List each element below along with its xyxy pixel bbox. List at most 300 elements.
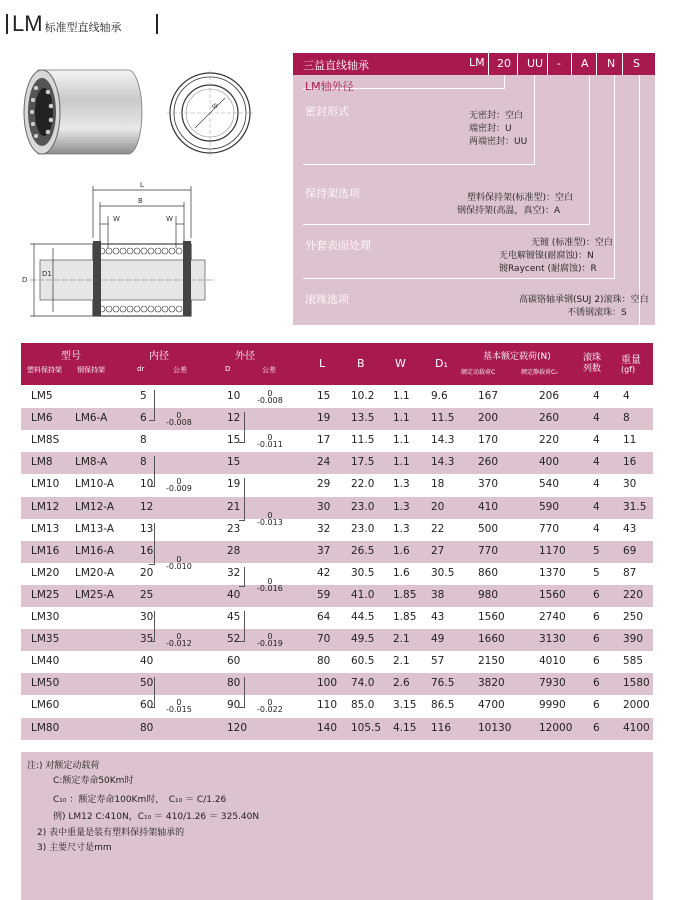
cell-b: 11.5 [351,434,375,447]
label-D1: D1 [42,270,52,278]
hdr-sep [571,53,572,75]
spec-table-header [21,343,653,385]
th-balls: 滚珠列数 [583,353,602,374]
th-load-c: 额定动载荷C [461,369,496,376]
cell-c0: 1370 [539,566,566,579]
table-row [21,474,653,496]
cell-n: 4 [593,522,600,535]
cell-d1: 30.5 [431,566,455,579]
cell-w: 1.3 [393,500,410,513]
cell-dr: 80 [140,721,154,734]
cell-d: 10 [227,390,241,402]
cell-n: 5 [593,544,600,557]
ball-opt-2: 不锈钢滚珠：S [567,308,627,318]
cell-wt: 4 [623,390,630,402]
th-od: 外径 [235,351,255,362]
tolerance-value [166,699,192,713]
cell-d: 32 [227,566,241,579]
cell-l: 29 [317,478,331,491]
table-row [21,408,653,430]
cell-b: 23.0 [351,522,375,535]
cell-c0: 3130 [539,633,566,646]
cell-c0: 1170 [539,544,566,557]
cell-dr: 40 [140,655,154,668]
code-part-cage: A [581,57,589,70]
section-ball-title: 滚珠选项 [305,293,349,306]
cell-m: LM8S [31,434,60,447]
section-od-title: LM轴外径 [305,80,354,93]
seal-opt-3: 两端密封：UU [469,137,528,147]
cell-dr: 12 [140,500,154,513]
cell-l: 64 [317,611,331,623]
table-row [21,563,653,585]
cell-w: 1.6 [393,566,410,579]
ball-opt-1: 高碳铬轴承钢(SUJ 2)滚珠：空白 [519,295,649,305]
cell-c: 3820 [478,677,505,690]
th-od-tol: 公差 [262,366,276,374]
cell-wt: 250 [623,611,644,623]
cell-c0: 220 [539,434,560,447]
cell-l: 32 [317,522,331,535]
cell-n: 4 [593,456,600,469]
label-W-right: W [166,215,173,223]
cell-n: 4 [593,390,600,402]
cell-b: 105.5 [351,721,382,734]
cell-c0: 7930 [539,677,566,690]
table-row [21,629,653,651]
cell-c0: 260 [539,412,560,425]
hdr-sep [517,53,518,75]
tolerance-upper: 0 [176,411,182,421]
tolerance-bracket [149,523,155,565]
cell-m: LM25 [31,588,60,601]
notes-panel [21,752,653,900]
section-surface-title: 外套表面处理 [305,239,371,252]
tolerance-upper: 0 [267,510,273,520]
cell-dr: 60 [140,699,154,712]
cell-a: LM25-A [75,588,115,601]
cell-m: LM10 [31,478,60,491]
cell-b: 13.5 [351,412,375,425]
th-W: W [395,357,406,370]
cell-d1: 11.5 [431,412,455,425]
tolerance-lower: -0.015 [166,705,192,715]
cell-l: 30 [317,500,331,513]
tolerance-bracket [239,567,245,587]
cage-opt-1: 塑料保持架(标准型)：空白 [467,193,574,203]
cell-n: 6 [593,588,600,601]
cell-c0: 4010 [539,655,566,668]
bearing-section-drawing [20,178,220,328]
cell-d: 15 [227,456,241,469]
tolerance-value [257,390,283,404]
dr-label: dr [212,103,219,110]
cell-b: 30.5 [351,566,375,579]
table-row [21,541,653,563]
cell-c: 260 [478,456,499,469]
cell-m: LM50 [31,677,60,690]
cell-d1: 27 [431,544,445,557]
cell-d: 28 [227,544,241,557]
cell-wt: 8 [623,412,630,425]
tolerance-value [257,434,283,448]
cell-w: 1.1 [393,412,410,425]
cell-b: 23.0 [351,500,375,513]
tolerance-value [166,478,192,492]
cell-d: 52 [227,633,241,646]
cell-m: LM40 [31,655,60,668]
table-row [21,695,653,717]
cell-l: 19 [317,412,331,425]
part-code-header [293,53,655,75]
title-main: LM [12,11,43,36]
tolerance-upper: 0 [267,632,273,642]
th-weight-unit: (gf) [621,365,636,374]
cell-b: 17.5 [351,456,375,469]
tolerance-value [166,412,192,426]
tolerance-upper: 0 [176,554,182,564]
note-6: 3) 主要尺寸是mm [37,843,112,853]
cell-a: LM6-A [75,412,108,425]
cell-dr: 10 [140,478,154,491]
tolerance-upper: 0 [267,576,273,586]
tolerance-value [166,633,192,647]
cell-d: 90 [227,699,241,712]
cell-wt: 69 [623,544,637,557]
cell-wt: 390 [623,633,644,646]
th-load-c0: 额定静载荷C₀ [521,369,558,376]
title-sub: 标准型直线轴承 [44,22,122,34]
tolerance-lower: -0.011 [257,440,283,450]
th-id-tol: 公差 [173,366,187,374]
surface-opt-2: 无电解镀镍(耐腐蚀)：N [499,251,594,261]
th-D1: D₁ [435,357,448,370]
tolerance-lower: -0.022 [257,705,283,715]
th-B: B [357,357,365,370]
tolerance-value [257,699,283,713]
cell-dr: 8 [140,456,147,469]
cell-w: 1.85 [393,588,417,601]
cell-n: 6 [593,633,600,646]
cell-c0: 770 [539,522,560,535]
surface-opt-1: 无镀 (标准型)：空白 [531,238,613,248]
cell-c: 980 [478,588,499,601]
cell-c0: 206 [539,390,560,402]
tolerance-upper: 0 [267,698,273,708]
cell-d: 15 [227,434,241,447]
cell-dr: 8 [140,434,147,447]
th-L: L [319,357,326,370]
tolerance-upper: 0 [176,632,182,642]
cell-w: 4.15 [393,721,417,734]
tolerance-value [257,512,283,526]
cell-c: 860 [478,566,499,579]
tolerance-lower: -0.019 [257,639,283,649]
cell-m: LM30 [31,611,60,623]
th-load: 基本额定载荷(N) [483,352,551,362]
cell-n: 5 [593,566,600,579]
th-id: 内径 [149,351,169,362]
cell-n: 4 [593,412,600,425]
cell-d1: 116 [431,721,452,734]
table-row [21,497,653,519]
cell-m: LM16 [31,544,60,557]
cell-a: LM20-A [75,566,115,579]
cell-n: 6 [593,721,600,734]
page-title [12,11,122,37]
cell-c0: 9990 [539,699,566,712]
tolerance-value [166,556,192,570]
cell-d: 60 [227,655,241,668]
cell-d1: 38 [431,588,445,601]
tolerance-lower: -0.008 [257,396,283,406]
hdr-sep [596,53,597,75]
code-part-seal: UU [527,57,544,70]
cell-wt: 220 [623,588,644,601]
tolerance-lower: -0.013 [257,517,283,527]
code-part-surface: N [607,57,616,70]
cell-b: 49.5 [351,633,375,646]
tolerance-bracket [149,677,155,708]
cell-c0: 12000 [539,721,573,734]
note-4: 例) LM12 C:410N，C₁₀ ＝ 410/1.26 ＝ 325.40N [53,812,260,822]
cell-w: 1.1 [393,434,410,447]
hdr-sep [622,53,623,75]
cell-a: LM8-A [75,456,108,469]
cell-w: 2.1 [393,655,410,668]
cell-w: 3.15 [393,699,417,712]
table-row [21,651,653,673]
cell-w: 1.3 [393,522,410,535]
tolerance-bracket [149,611,155,642]
tolerance-lower: -0.016 [257,583,283,593]
tolerance-bracket [239,611,245,642]
table-row [21,673,653,695]
title-bar-left [6,14,8,34]
tolerance-lower: -0.010 [166,561,192,571]
cell-b: 74.0 [351,677,375,690]
th-id-dr: dr [137,365,145,373]
seal-opt-1: 无密封：空白 [469,111,524,121]
tolerance-upper: 0 [267,389,273,399]
cell-d1: 43 [431,611,445,623]
cell-c0: 590 [539,500,560,513]
title-bar-right [156,14,158,34]
section-seal-title: 密封形式 [305,105,349,118]
cell-w: 1.3 [393,478,410,491]
table-row [21,718,653,740]
label-W-left: W [113,215,120,223]
cell-c: 410 [478,500,499,513]
cell-m: LM20 [31,566,60,579]
cell-l: 42 [317,566,331,579]
seal-opt-2: 端密封：U [469,124,512,134]
cell-l: 24 [317,456,331,469]
cell-m: LM8 [31,456,53,469]
cell-l: 17 [317,434,331,447]
tolerance-bracket [239,478,245,520]
tolerance-value [257,578,283,592]
cell-d1: 86.5 [431,699,455,712]
hdr-sep [488,53,489,75]
part-code-panel [293,53,655,325]
cell-a: LM10-A [75,478,115,491]
cell-w: 1.85 [393,611,417,623]
section-cage-title: 保持架选项 [305,187,360,200]
cell-dr: 20 [140,566,154,579]
cell-c: 500 [478,522,499,535]
code-part-size: 20 [497,57,511,70]
tolerance-lower: -0.008 [166,418,192,428]
cell-c0: 400 [539,456,560,469]
cell-c: 167 [478,390,499,402]
cell-c: 10130 [478,721,512,734]
cell-c0: 540 [539,478,560,491]
cell-m: LM80 [31,721,60,734]
cell-wt: 1580 [623,677,650,690]
label-L: L [140,181,144,189]
cell-d: 80 [227,677,241,690]
cell-d1: 76.5 [431,677,455,690]
th-model-a: 钢保持架 [77,366,105,374]
cell-n: 4 [593,434,600,447]
cell-c: 1560 [478,611,505,623]
code-part-lm: LM [465,56,489,69]
tolerance-bracket [149,456,155,487]
note-3: C₁₀ ：额定寿命100Km时， C₁₀ ＝ C/1.26 [53,795,227,805]
cell-b: 60.5 [351,655,375,668]
part-code-label: 三益直线轴承 [303,59,369,72]
cell-c0: 1560 [539,588,566,601]
th-weight: 重量 [621,355,641,366]
cell-d: 23 [227,522,241,535]
cell-dr: 35 [140,633,154,646]
cell-l: 37 [317,544,331,557]
cell-m: LM5 [31,390,53,402]
cell-d1: 14.3 [431,456,455,469]
cell-wt: 30 [623,478,637,491]
tolerance-upper: 0 [267,433,273,443]
cell-b: 22.0 [351,478,375,491]
note-5: 2) 表中重量是装有塑料保持架轴承的 [37,828,185,838]
cell-n: 6 [593,611,600,623]
cell-m: LM60 [31,699,60,712]
table-row [21,386,653,408]
cell-d1: 49 [431,633,445,646]
cell-wt: 87 [623,566,637,579]
table-row [21,585,653,607]
cell-wt: 4100 [623,721,650,734]
tolerance-upper: 0 [176,698,182,708]
cell-n: 4 [593,500,600,513]
tolerance-value [257,633,283,647]
cell-w: 2.6 [393,677,410,690]
cell-c: 370 [478,478,499,491]
cell-b: 44.5 [351,611,375,623]
cell-dr: 25 [140,588,154,601]
cell-m: LM6 [31,412,53,425]
cell-c: 170 [478,434,499,447]
cell-c: 4700 [478,699,505,712]
cell-c: 1660 [478,633,505,646]
cell-c0: 2740 [539,611,566,623]
code-part-dash: - [557,57,561,70]
cell-c: 2150 [478,655,505,668]
cell-d: 120 [227,721,248,734]
cell-dr: 5 [140,390,147,402]
cell-d1: 9.6 [431,390,448,402]
cell-d1: 57 [431,655,445,668]
tolerance-bracket [239,677,245,708]
cell-d: 12 [227,412,241,425]
cell-n: 6 [593,655,600,668]
cell-m: LM13 [31,522,60,535]
cell-l: 140 [317,721,338,734]
cell-c: 770 [478,544,499,557]
cell-dr: 50 [140,677,154,690]
cell-a: LM13-A [75,522,115,535]
note-1: 注:) 对额定动载荷 [27,761,100,771]
cell-l: 59 [317,588,331,601]
cell-m: LM12 [31,500,60,513]
cell-d: 40 [227,588,241,601]
cell-l: 100 [317,677,338,690]
table-row [21,607,653,629]
cell-d1: 20 [431,500,445,513]
cell-wt: 43 [623,522,637,535]
cell-n: 6 [593,677,600,690]
bearing-photo [18,62,143,162]
cell-d1: 14.3 [431,434,455,447]
cell-d: 45 [227,611,241,623]
cell-l: 15 [317,390,331,402]
cell-d1: 22 [431,522,445,535]
label-D: D [22,276,28,284]
cell-d1: 18 [431,478,445,491]
cell-dr: 30 [140,611,154,623]
cell-w: 2.1 [393,633,410,646]
cell-dr: 6 [140,412,147,425]
tolerance-bracket [239,412,245,443]
cell-wt: 2000 [623,699,650,712]
cell-a: LM12-A [75,500,115,513]
cell-w: 1.1 [393,456,410,469]
bearing-front-view [165,68,255,158]
cell-a: LM16-A [75,544,115,557]
cell-n: 4 [593,478,600,491]
hdr-sep [547,53,548,75]
table-row [21,519,653,541]
table-row [21,452,653,474]
cell-d: 19 [227,478,241,491]
cell-c: 200 [478,412,499,425]
table-row [21,430,653,452]
cell-l: 110 [317,699,338,712]
th-model: 型号 [61,351,81,362]
th-model-std: 塑料保持架 [27,366,62,374]
cell-dr: 13 [140,522,154,535]
cell-m: LM35 [31,633,60,646]
cell-b: 85.0 [351,699,375,712]
tolerance-bracket [149,390,155,421]
cell-wt: 11 [623,434,637,447]
tolerance-upper: 0 [176,477,182,487]
tolerance-lower: -0.009 [166,484,192,494]
surface-opt-3: 镀Raycent (耐腐蚀)：R [499,264,597,274]
tolerance-lower: -0.012 [166,639,192,649]
cell-d: 21 [227,500,241,513]
cell-b: 10.2 [351,390,375,402]
